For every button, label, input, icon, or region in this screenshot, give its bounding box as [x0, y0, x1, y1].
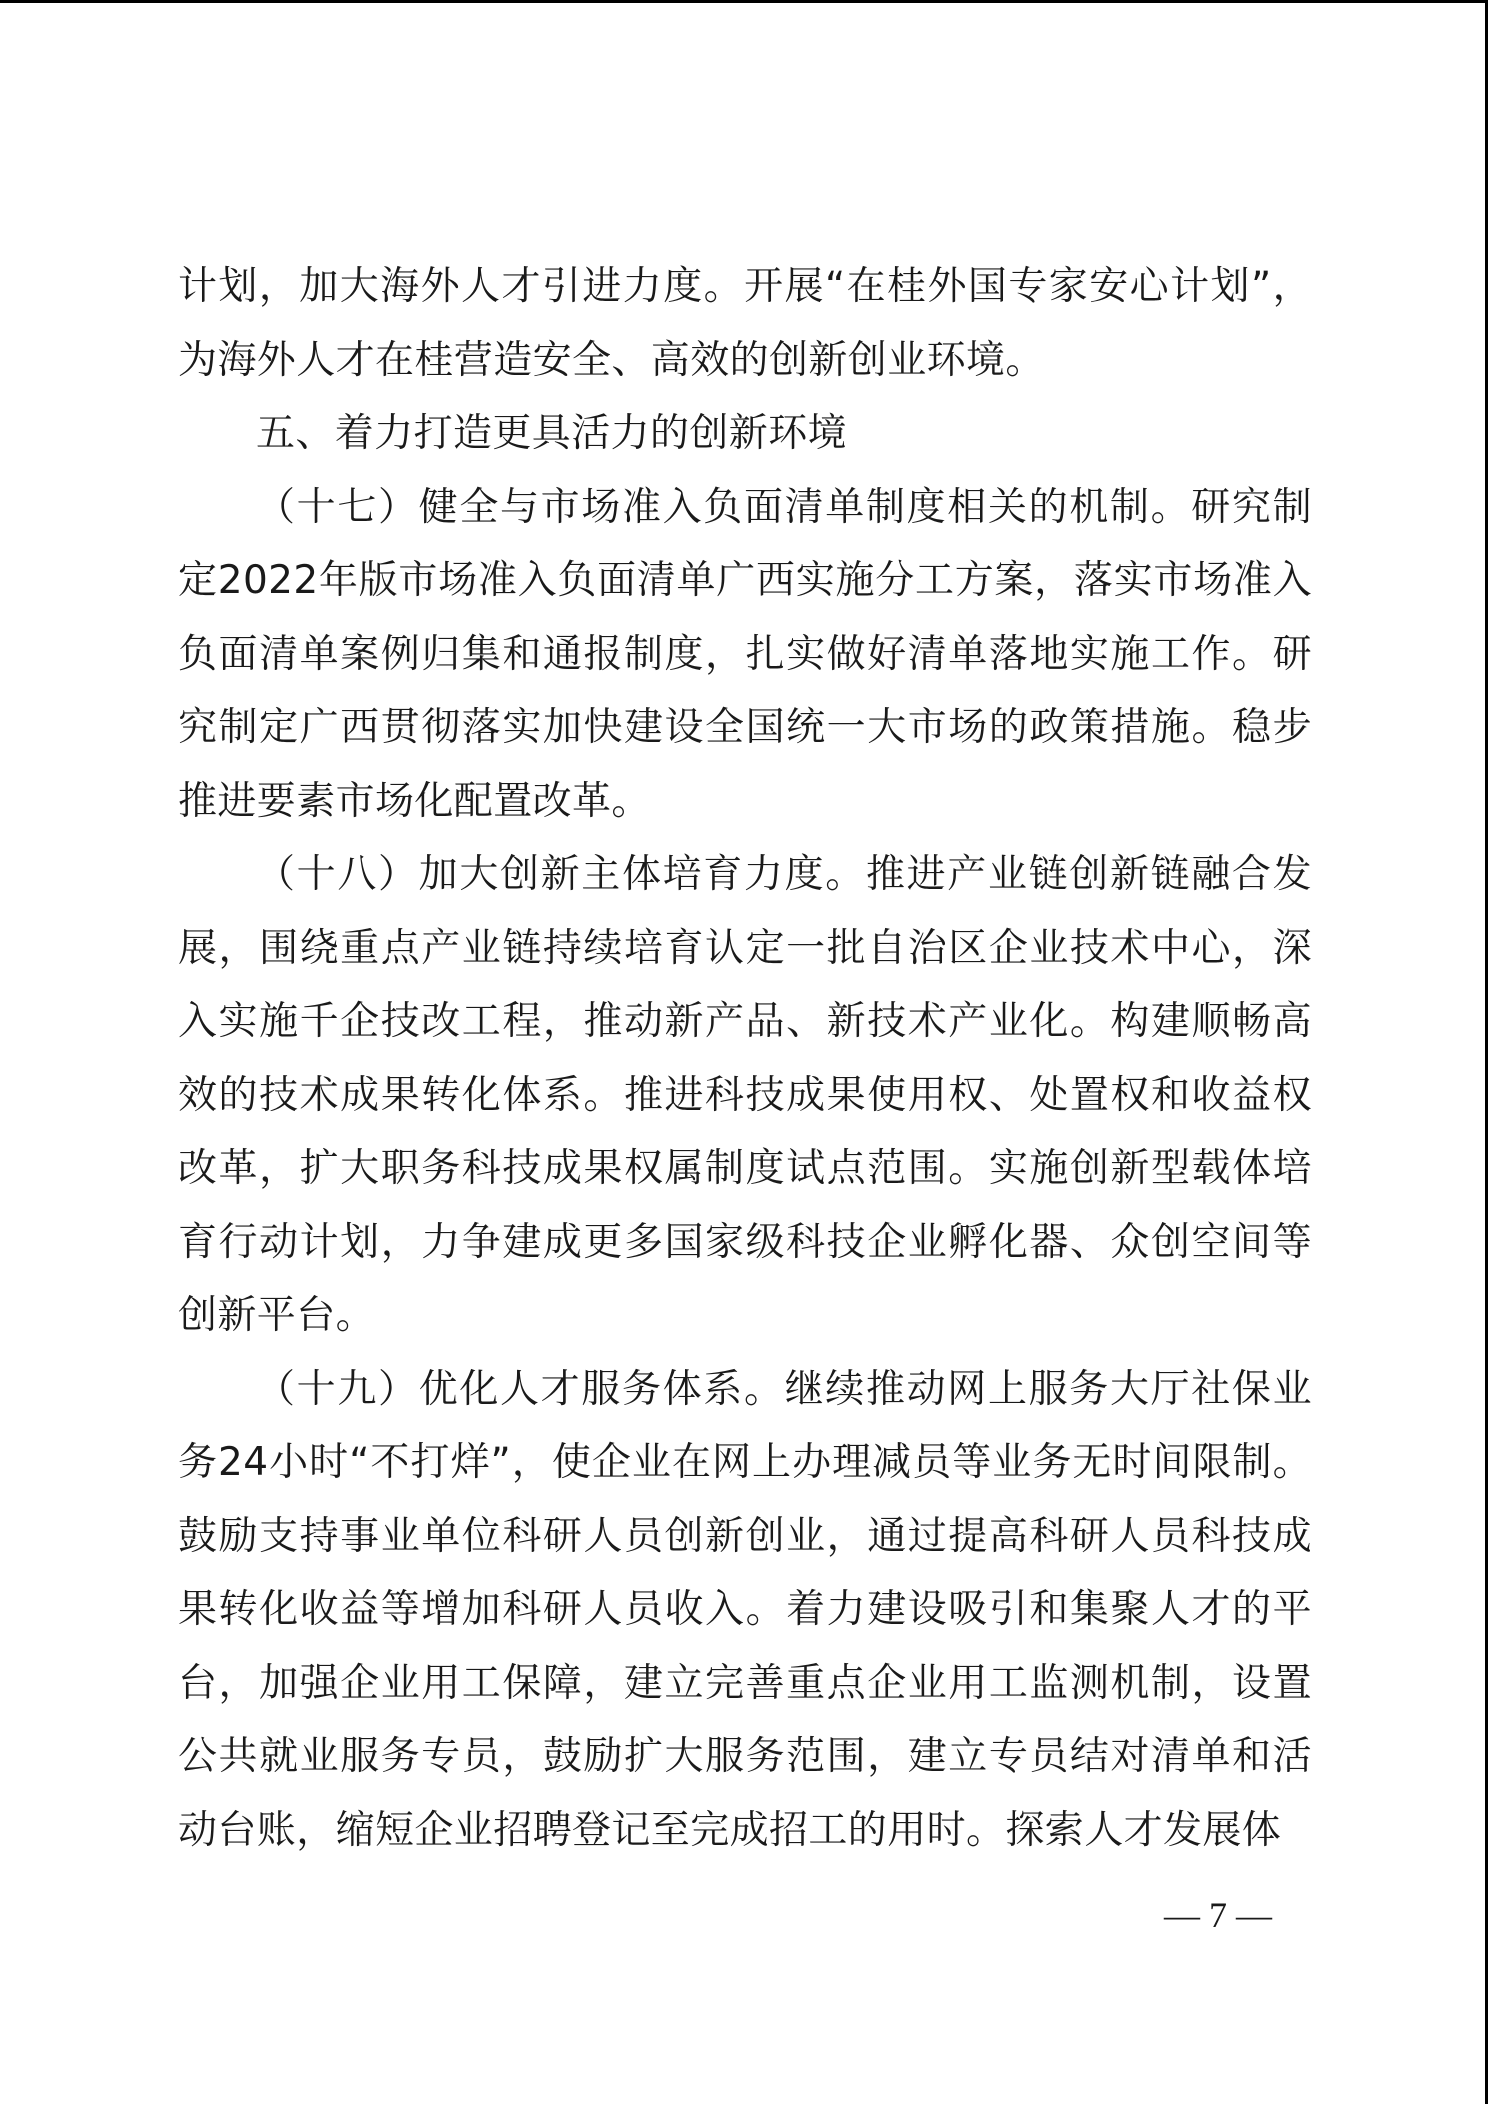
paragraph-item-18: （十八）加大创新主体培育力度。推进产业链创新链融合发展，围绕重点产业链持续培育认定一批自治区企业技术中心，深入实施千企技改工程，推动新产品、新技术产业化。构建顺畅高效的技术成果转化体系。推进科技成果使用权、处置权和收益权改革，扩大职务科技成果权属制度试点范围。实施创新型载体培育行动计划，力争建成更多国家级科技企业孵化器、众创空间等创新平台。 [178, 852, 1312, 1338]
paragraph-continued: 计划，加大海外人才引进力度。开展“在桂外国专家安心计划”，为海外人才在桂营造安全、高效的创新创业环境。 [178, 264, 1312, 383]
page-top-border [0, 0, 1488, 3]
paragraph-item-17: （十七）健全与市场准入负面清单制度相关的机制。研究制定2022年版市场准入负面清单广西实施分工方案，落实市场准入负面清单案例归集和通报制度，扎实做好清单落地实施工作。研究制定广西贯彻落实加快建设全国统一大市场的政策措施。稳步推进要素市场化配置改革。 [178, 484, 1312, 824]
section-heading-five: 五、着力打造更具活力的创新环境 [256, 411, 848, 456]
paragraph-item-19: （十九）优化人才服务体系。继续推动网上服务大厅社保业务24小时“不打烊”，使企业在网上办理减员等业务无时间限制。鼓励支持事业单位科研人员创新创业，通过提高科研人员科技成果转化收益等增加科研人员收入。着力建设吸引和集聚人才的平台，加强企业用工保障，建立完善重点企业用工监测机制，设置公共就业服务专员，鼓励扩大服务范围，建立专员结对清单和活动台账，缩短企业招聘登记至完成招工的用时。探索人才发展体 [178, 1366, 1312, 1853]
document-body [178, 250, 1312, 1867]
page-number: — 7 — [1164, 1895, 1272, 1935]
